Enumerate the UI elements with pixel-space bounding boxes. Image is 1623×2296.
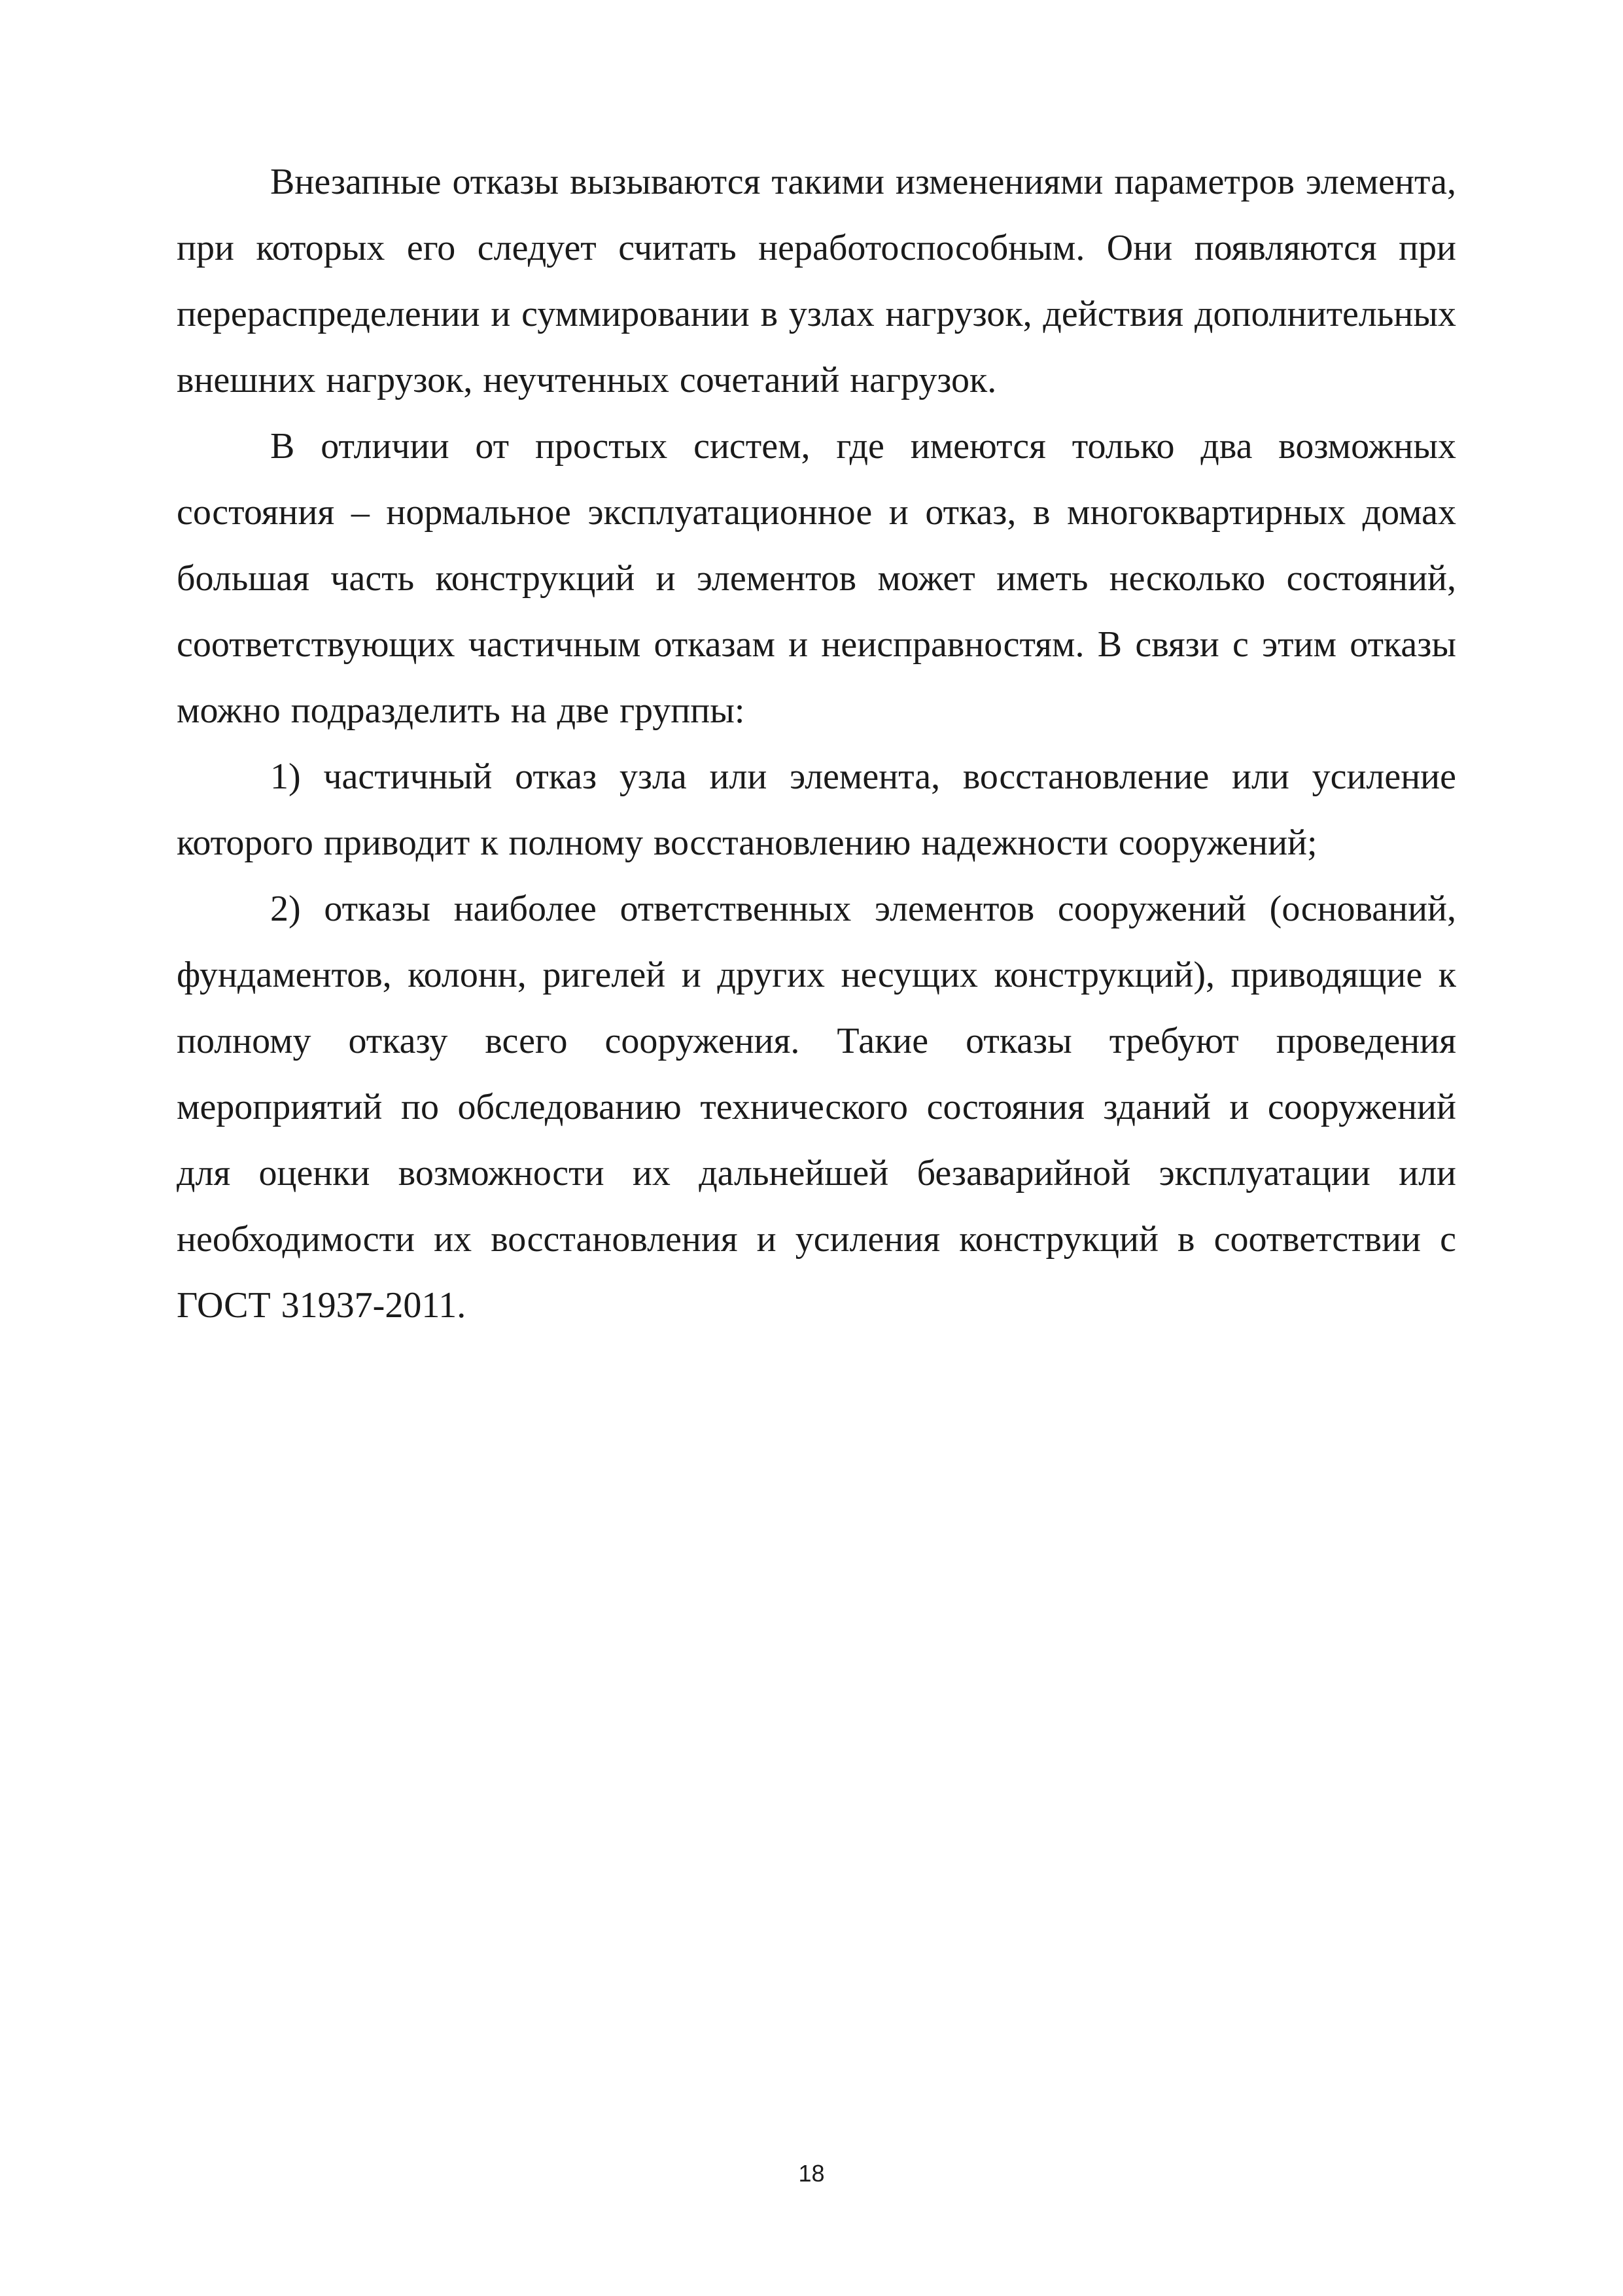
page-number: 18 <box>798 2160 825 2187</box>
list-item-critical-failure: 2) отказы наиболее ответственных элементов сооружений (оснований, фундаментов, колонн, ригелей и других несущих конструкций), приводящие к полному отказу всего сооружения. Такие отказы требуют проведения мероприятий по обследованию технического состояния зданий и сооружений для оценки возможности их дальнейшей безаварийной эксплуатации или необходимости их восстановления и усиления конструкций в соответствии с ГОСТ 31937-2011. <box>177 889 1456 1326</box>
list-item-partial-failure: 1) частичный отказ узла или элемента, восстановление или усиление которого приводит к полному восстановлению надежности сооружений; <box>177 756 1456 863</box>
paragraph-failure-states: В отличии от простых систем, где имеются только два возможных состояния – нормальное эксплуатационное и отказ, в многоквартирных домах большая часть конструкций и элементов может иметь несколько состояний, соответствующих частичным отказам и неисправностям. В связи с этим отказы можно подразделить на две группы: <box>177 426 1456 731</box>
paragraph-sudden-failures: Внезапные отказы вызываются такими изменениями параметров элемента, при которых его следует считать неработоспособным. Они появляются при перераспределении и суммировании в узлах нагрузок, действия дополнительных внешних нагрузок, неучтенных сочетаний нагрузок. <box>177 162 1456 400</box>
body-text <box>177 149 1456 1339</box>
